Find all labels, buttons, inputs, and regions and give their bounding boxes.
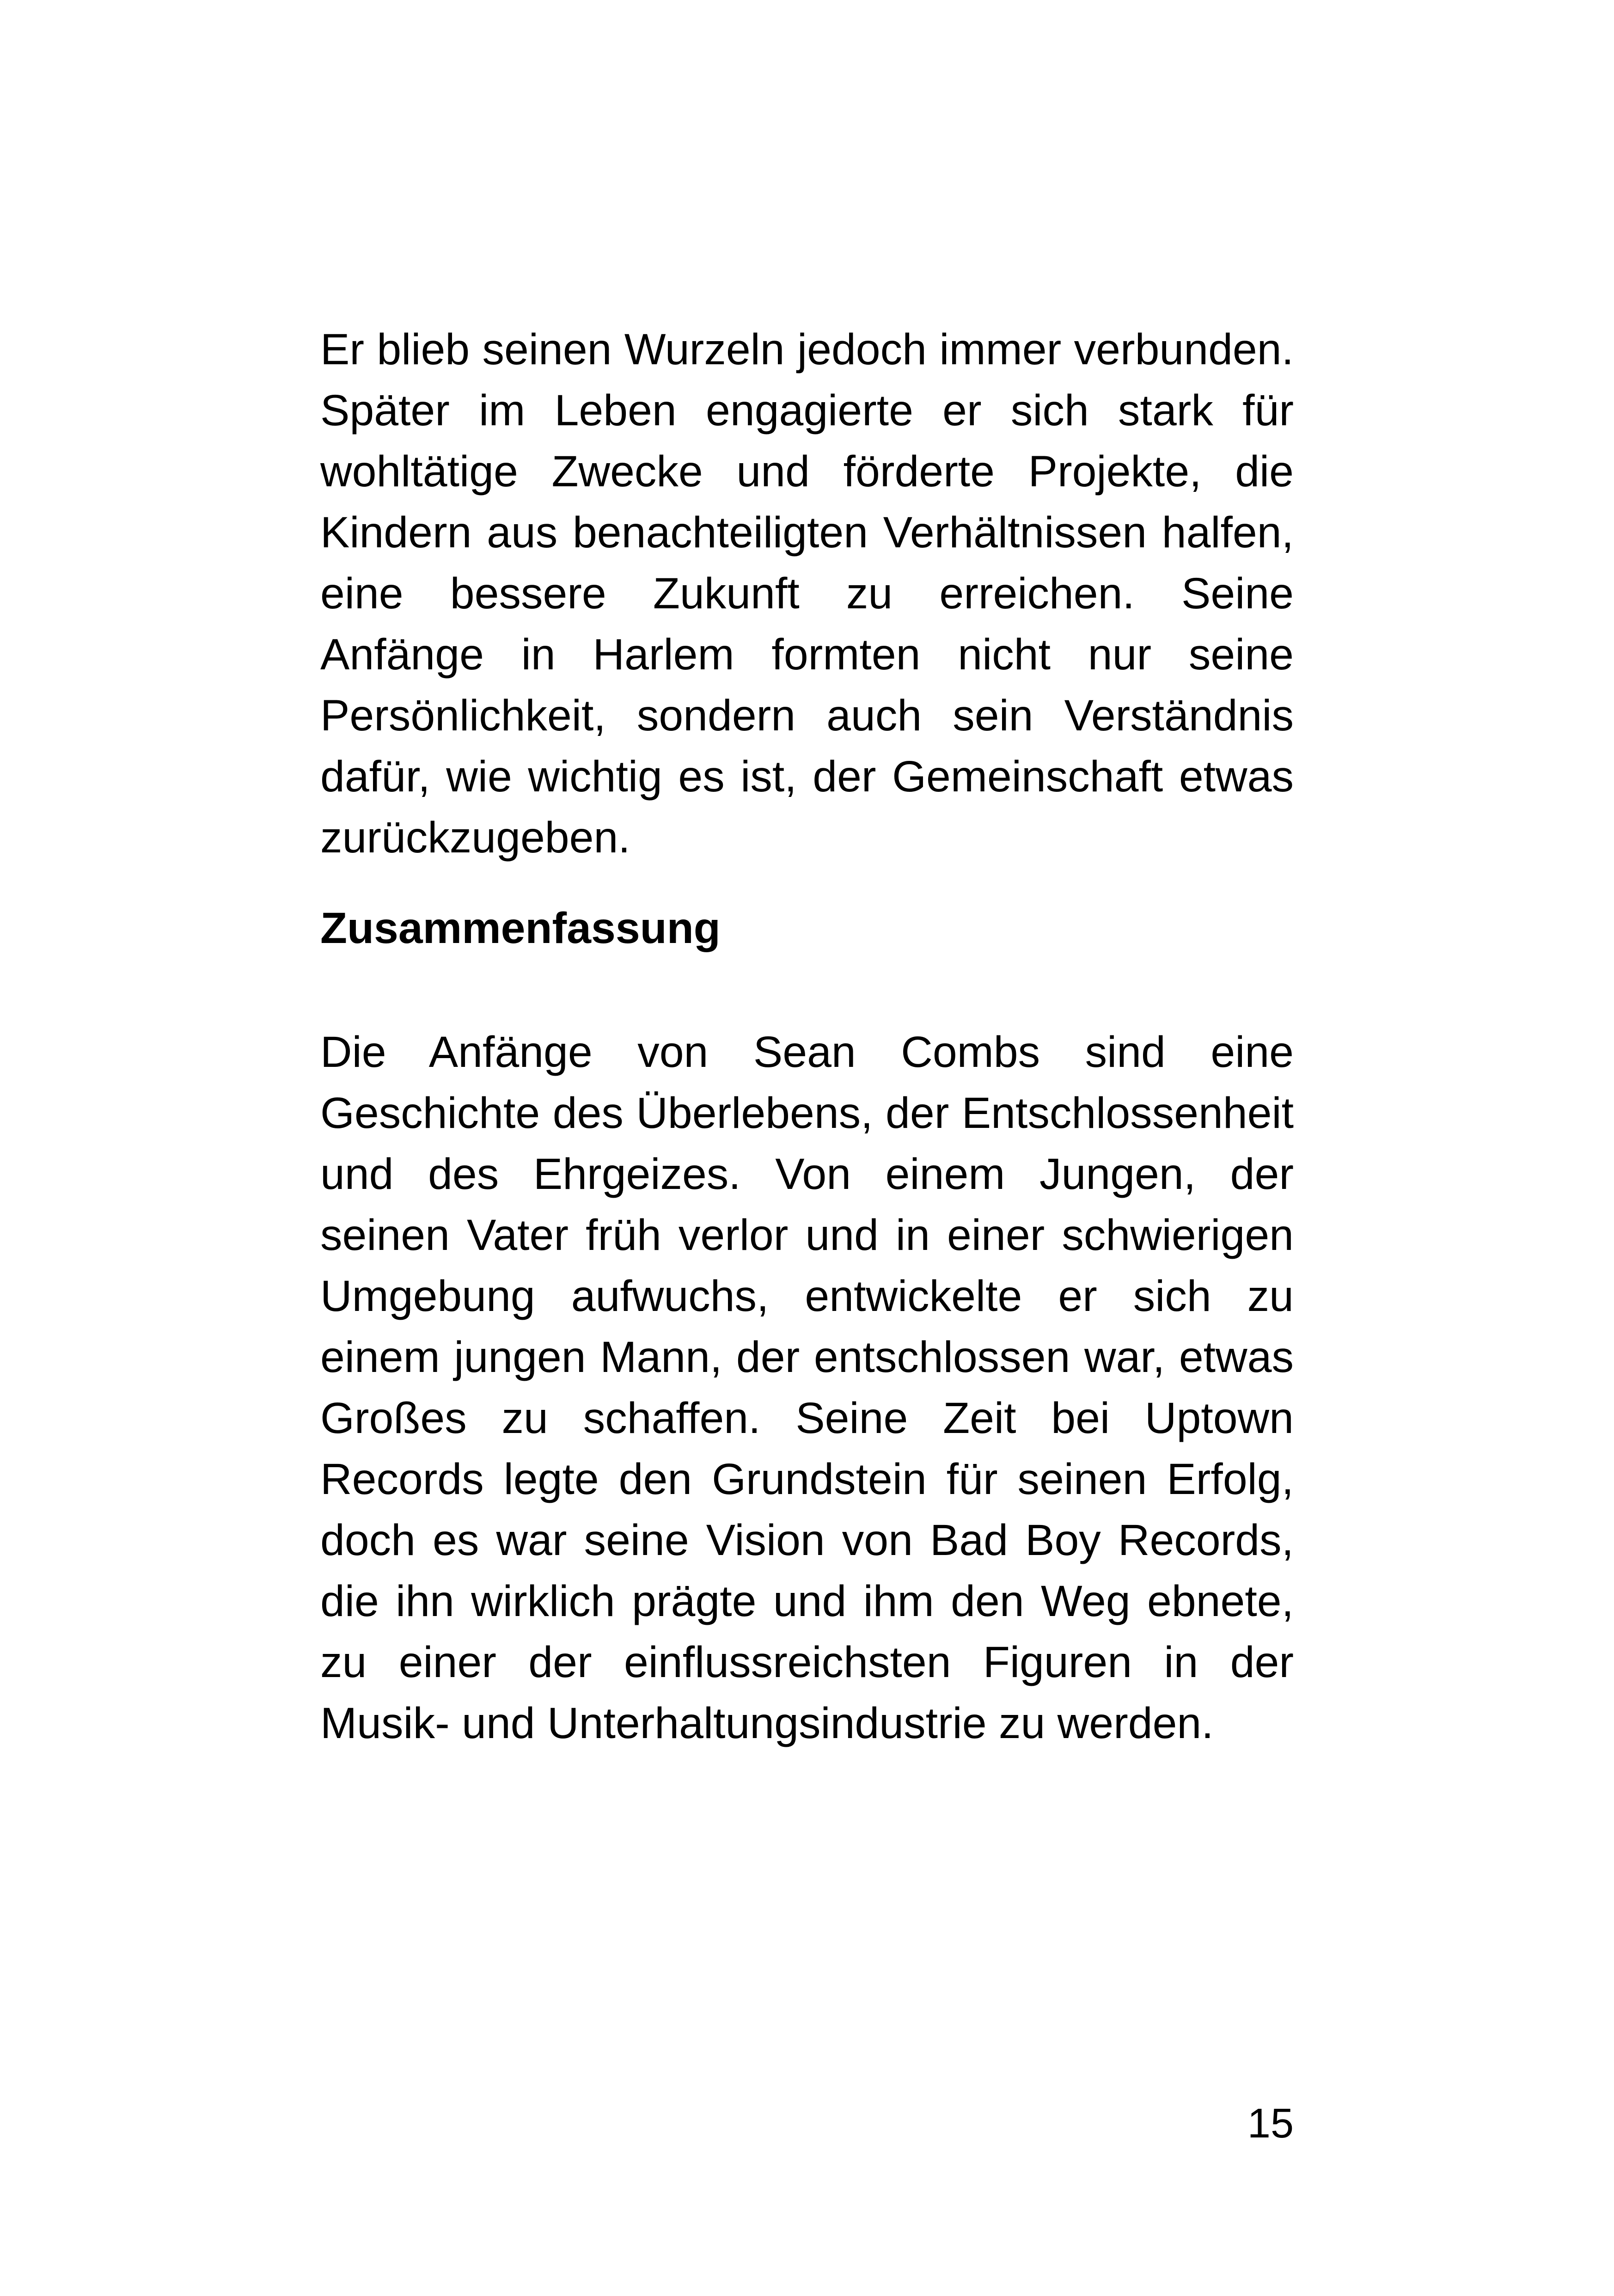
summary-paragraph: Die Anfänge von Sean Combs sind eine Geschichte des Überlebens, der Entschlossenheit und des Ehrgeizes. Von einem Jungen, der seinen Vater früh verlor und in einer schwierigen Umgebung aufwuchs, entwickelte er sich zu einem jungen Mann, der entschlossen war, etwas Großes zu schaffen. Seine Zeit bei Uptown Records legte den Grundstein für seinen Erfolg, doch es war seine Vision von Bad Boy Records, die ihn wirklich prägte und ihm den Weg ebnete, zu einer der einflussreichsten Figuren in der Musik- und Unterhaltungsindustrie zu werden. [320, 1028, 1294, 1748]
body-paragraph: Er blieb seinen Wurzeln jedoch immer verbunden. Später im Leben engagierte er sich stark für wohltätige Zwecke und förderte Projekte, die Kindern aus benachteiligten Verhältnissen halfen, eine bessere Zukunft zu erreichen. Seine Anfänge in Harlem formten nicht nur seine Persönlichkeit, sondern auch sein Verständnis dafür, wie wichtig es ist, der Gemeinschaft etwas zurückzugeben. [320, 325, 1294, 862]
page-number: 15 [1247, 2100, 1294, 2147]
section-heading: Zusammenfassung [320, 904, 721, 953]
